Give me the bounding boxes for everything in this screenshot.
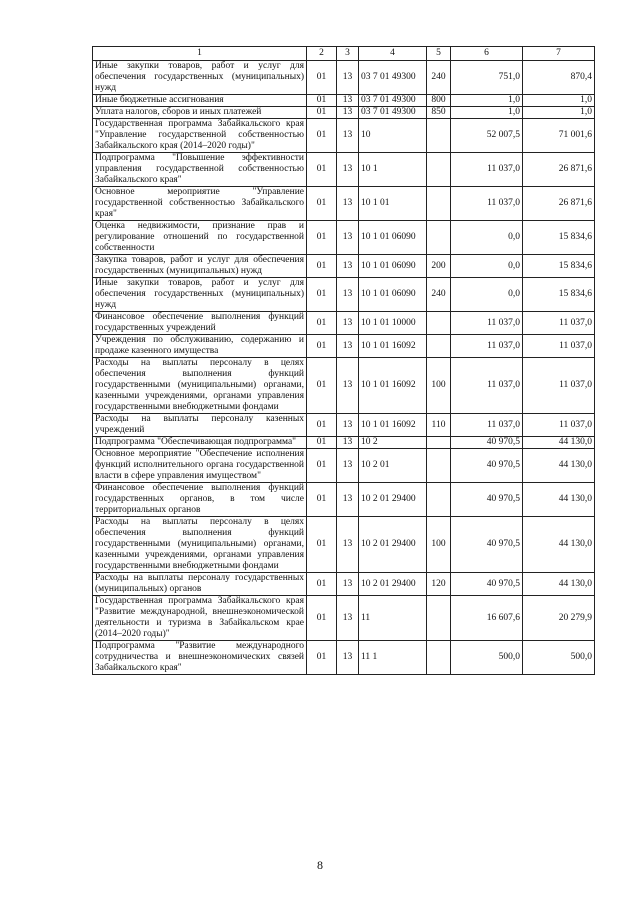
value-cell-c3: 13 — [337, 573, 359, 596]
value-cell-c3: 13 — [337, 641, 359, 675]
value-cell-c5: 100 — [427, 517, 451, 573]
value-cell-c3: 13 — [337, 517, 359, 573]
row-label-cell: Иные закупки товаров, работ и услуг для обеспечения государственных (муниципальных) нужд — [93, 278, 307, 312]
value-cell-c6: 11 037,0 — [451, 187, 523, 221]
value-cell-c6: 0,0 — [451, 255, 523, 278]
value-cell-c5 — [427, 335, 451, 358]
table-row — [93, 358, 595, 414]
value-cell-c4: 10 1 01 16092 — [359, 414, 427, 437]
row-label-cell: Основное мероприятие "Управление государственной собственностью Забайкальского края" — [93, 187, 307, 221]
value-cell-c2: 01 — [307, 596, 337, 641]
value-cell-c4: 10 1 01 06090 — [359, 278, 427, 312]
value-cell-c6: 16 607,6 — [451, 596, 523, 641]
value-cell-c4: 10 1 — [359, 153, 427, 187]
value-cell-c6: 1,0 — [451, 107, 523, 119]
value-cell-c3: 13 — [337, 437, 359, 449]
value-cell-c4: 03 7 01 49300 — [359, 107, 427, 119]
value-cell-c7: 15 834,6 — [523, 255, 595, 278]
value-cell-c6: 751,0 — [451, 61, 523, 95]
value-cell-c2: 01 — [307, 312, 337, 335]
value-cell-c5: 850 — [427, 107, 451, 119]
row-label-cell: Финансовое обеспечение выполнения функций государственных органов, в том числе территориальных органов — [93, 483, 307, 517]
value-cell-c7: 15 834,6 — [523, 221, 595, 255]
value-cell-c6: 40 970,5 — [451, 517, 523, 573]
budget-table — [92, 46, 595, 675]
value-cell-c3: 13 — [337, 596, 359, 641]
row-label-cell: Расходы на выплаты персоналу в целях обеспечения выполнения функций государственными (муниципальными) органами, казенными учреждениями, органами управления государственными внебюджетными фондами — [93, 517, 307, 573]
table-row — [93, 119, 595, 153]
table-row — [93, 312, 595, 335]
row-label-cell: Уплата налогов, сборов и иных платежей — [93, 107, 307, 119]
value-cell-c2: 01 — [307, 95, 337, 107]
value-cell-c2: 01 — [307, 255, 337, 278]
row-label-cell: Оценка недвижимости, признание прав и регулирование отношений по государственной собственности — [93, 221, 307, 255]
table-row — [93, 278, 595, 312]
row-label-cell: Государственная программа Забайкальского края "Управление государственной собственностью Забайкальского края (2014–2020 годы)" — [93, 119, 307, 153]
value-cell-c4: 03 7 01 49300 — [359, 61, 427, 95]
value-cell-c4: 10 2 01 29400 — [359, 573, 427, 596]
value-cell-c6: 40 970,5 — [451, 449, 523, 483]
value-cell-c4: 10 2 — [359, 437, 427, 449]
table-row — [93, 449, 595, 483]
value-cell-c7: 44 130,0 — [523, 449, 595, 483]
value-cell-c3: 13 — [337, 153, 359, 187]
column-header: 1 — [93, 47, 307, 61]
value-cell-c3: 13 — [337, 119, 359, 153]
value-cell-c5 — [427, 596, 451, 641]
table-row — [93, 335, 595, 358]
value-cell-c6: 1,0 — [451, 95, 523, 107]
row-label-cell: Иные бюджетные ассигнования — [93, 95, 307, 107]
value-cell-c4: 10 1 01 06090 — [359, 221, 427, 255]
value-cell-c4: 10 2 01 — [359, 449, 427, 483]
row-label-cell: Подпрограмма "Развитие международного сотрудничества и внешнеэкономических связей Забайкальского края" — [93, 641, 307, 675]
value-cell-c5 — [427, 221, 451, 255]
value-cell-c3: 13 — [337, 221, 359, 255]
page-number: 8 — [317, 858, 323, 872]
table-row — [93, 95, 595, 107]
table-row — [93, 437, 595, 449]
value-cell-c5 — [427, 153, 451, 187]
row-label-cell: Иные закупки товаров, работ и услуг для обеспечения государственных (муниципальных) нужд — [93, 61, 307, 95]
value-cell-c5: 240 — [427, 61, 451, 95]
value-cell-c7: 44 130,0 — [523, 483, 595, 517]
value-cell-c3: 13 — [337, 95, 359, 107]
row-label-cell: Основное мероприятие "Обеспечение исполнения функций исполнительного органа государственной власти в сфере управления имуществом" — [93, 449, 307, 483]
row-label-cell: Закупка товаров, работ и услуг для обеспечения государственных (муниципальных) нужд — [93, 255, 307, 278]
value-cell-c3: 13 — [337, 358, 359, 414]
value-cell-c4: 11 — [359, 596, 427, 641]
value-cell-c7: 11 037,0 — [523, 414, 595, 437]
row-label-cell: Учреждения по обслуживанию, содержанию и продаже казенного имущества — [93, 335, 307, 358]
value-cell-c3: 13 — [337, 255, 359, 278]
value-cell-c5 — [427, 641, 451, 675]
value-cell-c7: 11 037,0 — [523, 335, 595, 358]
value-cell-c4: 10 2 01 29400 — [359, 517, 427, 573]
value-cell-c4: 10 1 01 16092 — [359, 335, 427, 358]
value-cell-c3: 13 — [337, 278, 359, 312]
value-cell-c6: 11 037,0 — [451, 312, 523, 335]
column-header: 2 — [307, 47, 337, 61]
value-cell-c7: 44 130,0 — [523, 573, 595, 596]
value-cell-c5 — [427, 312, 451, 335]
table-header-row — [93, 47, 595, 61]
value-cell-c7: 26 871,6 — [523, 153, 595, 187]
value-cell-c7: 44 130,0 — [523, 437, 595, 449]
value-cell-c7: 44 130,0 — [523, 517, 595, 573]
value-cell-c7: 20 279,9 — [523, 596, 595, 641]
column-header: 6 — [451, 47, 523, 61]
row-label-cell: Подпрограмма "Обеспечивающая подпрограмма" — [93, 437, 307, 449]
value-cell-c7: 11 037,0 — [523, 358, 595, 414]
value-cell-c5 — [427, 187, 451, 221]
table-row — [93, 187, 595, 221]
value-cell-c4: 10 2 01 29400 — [359, 483, 427, 517]
row-label-cell: Расходы на выплаты персоналу казенных учреждений — [93, 414, 307, 437]
value-cell-c6: 11 037,0 — [451, 153, 523, 187]
value-cell-c5 — [427, 449, 451, 483]
value-cell-c4: 10 1 01 10000 — [359, 312, 427, 335]
value-cell-c3: 13 — [337, 61, 359, 95]
value-cell-c2: 01 — [307, 335, 337, 358]
table-row — [93, 596, 595, 641]
value-cell-c6: 11 037,0 — [451, 414, 523, 437]
value-cell-c6: 11 037,0 — [451, 358, 523, 414]
value-cell-c5: 240 — [427, 278, 451, 312]
table-row — [93, 153, 595, 187]
row-label-cell: Подпрограмма "Повышение эффективности управления государственной собственностью Забайкальского края" — [93, 153, 307, 187]
value-cell-c3: 13 — [337, 414, 359, 437]
value-cell-c5 — [427, 437, 451, 449]
value-cell-c6: 11 037,0 — [451, 335, 523, 358]
value-cell-c2: 01 — [307, 153, 337, 187]
row-label-cell: Государственная программа Забайкальского края "Развитие международной, внешнеэкономической деятельности и туризма в Забайкальском крае (2014–2020 годы)" — [93, 596, 307, 641]
column-header: 4 — [359, 47, 427, 61]
value-cell-c3: 13 — [337, 312, 359, 335]
value-cell-c2: 01 — [307, 641, 337, 675]
value-cell-c7: 500,0 — [523, 641, 595, 675]
value-cell-c7: 1,0 — [523, 95, 595, 107]
value-cell-c6: 40 970,5 — [451, 437, 523, 449]
table-row — [93, 107, 595, 119]
table-row — [93, 61, 595, 95]
table-row — [93, 641, 595, 675]
table-row — [93, 573, 595, 596]
value-cell-c4: 10 1 01 16092 — [359, 358, 427, 414]
table-row — [93, 517, 595, 573]
value-cell-c2: 01 — [307, 414, 337, 437]
value-cell-c5 — [427, 119, 451, 153]
value-cell-c2: 01 — [307, 483, 337, 517]
value-cell-c6: 0,0 — [451, 278, 523, 312]
row-label-cell: Расходы на выплаты персоналу в целях обеспечения выполнения функций государственными (муниципальными) органами, казенными учреждениями, органами управления государственными внебюджетными фондами — [93, 358, 307, 414]
value-cell-c2: 01 — [307, 573, 337, 596]
table-row — [93, 221, 595, 255]
value-cell-c7: 870,4 — [523, 61, 595, 95]
table-row — [93, 255, 595, 278]
value-cell-c2: 01 — [307, 107, 337, 119]
value-cell-c6: 500,0 — [451, 641, 523, 675]
value-cell-c3: 13 — [337, 187, 359, 221]
value-cell-c5: 110 — [427, 414, 451, 437]
row-label-cell: Расходы на выплаты персоналу государственных (муниципальных) органов — [93, 573, 307, 596]
value-cell-c3: 13 — [337, 449, 359, 483]
value-cell-c4: 11 1 — [359, 641, 427, 675]
value-cell-c2: 01 — [307, 119, 337, 153]
value-cell-c2: 01 — [307, 187, 337, 221]
value-cell-c6: 40 970,5 — [451, 483, 523, 517]
value-cell-c3: 13 — [337, 335, 359, 358]
value-cell-c5: 200 — [427, 255, 451, 278]
value-cell-c6: 0,0 — [451, 221, 523, 255]
value-cell-c2: 01 — [307, 437, 337, 449]
value-cell-c2: 01 — [307, 278, 337, 312]
value-cell-c2: 01 — [307, 61, 337, 95]
value-cell-c2: 01 — [307, 449, 337, 483]
value-cell-c2: 01 — [307, 221, 337, 255]
value-cell-c2: 01 — [307, 358, 337, 414]
value-cell-c7: 15 834,6 — [523, 278, 595, 312]
value-cell-c5 — [427, 483, 451, 517]
value-cell-c6: 52 007,5 — [451, 119, 523, 153]
row-label-cell: Финансовое обеспечение выполнения функций государственных учреждений — [93, 312, 307, 335]
value-cell-c7: 11 037,0 — [523, 312, 595, 335]
value-cell-c6: 40 970,5 — [451, 573, 523, 596]
value-cell-c4: 10 1 01 — [359, 187, 427, 221]
table-row — [93, 414, 595, 437]
value-cell-c5: 800 — [427, 95, 451, 107]
column-header: 5 — [427, 47, 451, 61]
table-row — [93, 483, 595, 517]
value-cell-c4: 10 — [359, 119, 427, 153]
value-cell-c7: 26 871,6 — [523, 187, 595, 221]
value-cell-c3: 13 — [337, 483, 359, 517]
value-cell-c2: 01 — [307, 517, 337, 573]
value-cell-c7: 71 001,6 — [523, 119, 595, 153]
value-cell-c4: 10 1 01 06090 — [359, 255, 427, 278]
column-header: 7 — [523, 47, 595, 61]
value-cell-c7: 1,0 — [523, 107, 595, 119]
value-cell-c5: 120 — [427, 573, 451, 596]
column-header: 3 — [337, 47, 359, 61]
value-cell-c3: 13 — [337, 107, 359, 119]
value-cell-c5: 100 — [427, 358, 451, 414]
value-cell-c4: 03 7 01 49300 — [359, 95, 427, 107]
